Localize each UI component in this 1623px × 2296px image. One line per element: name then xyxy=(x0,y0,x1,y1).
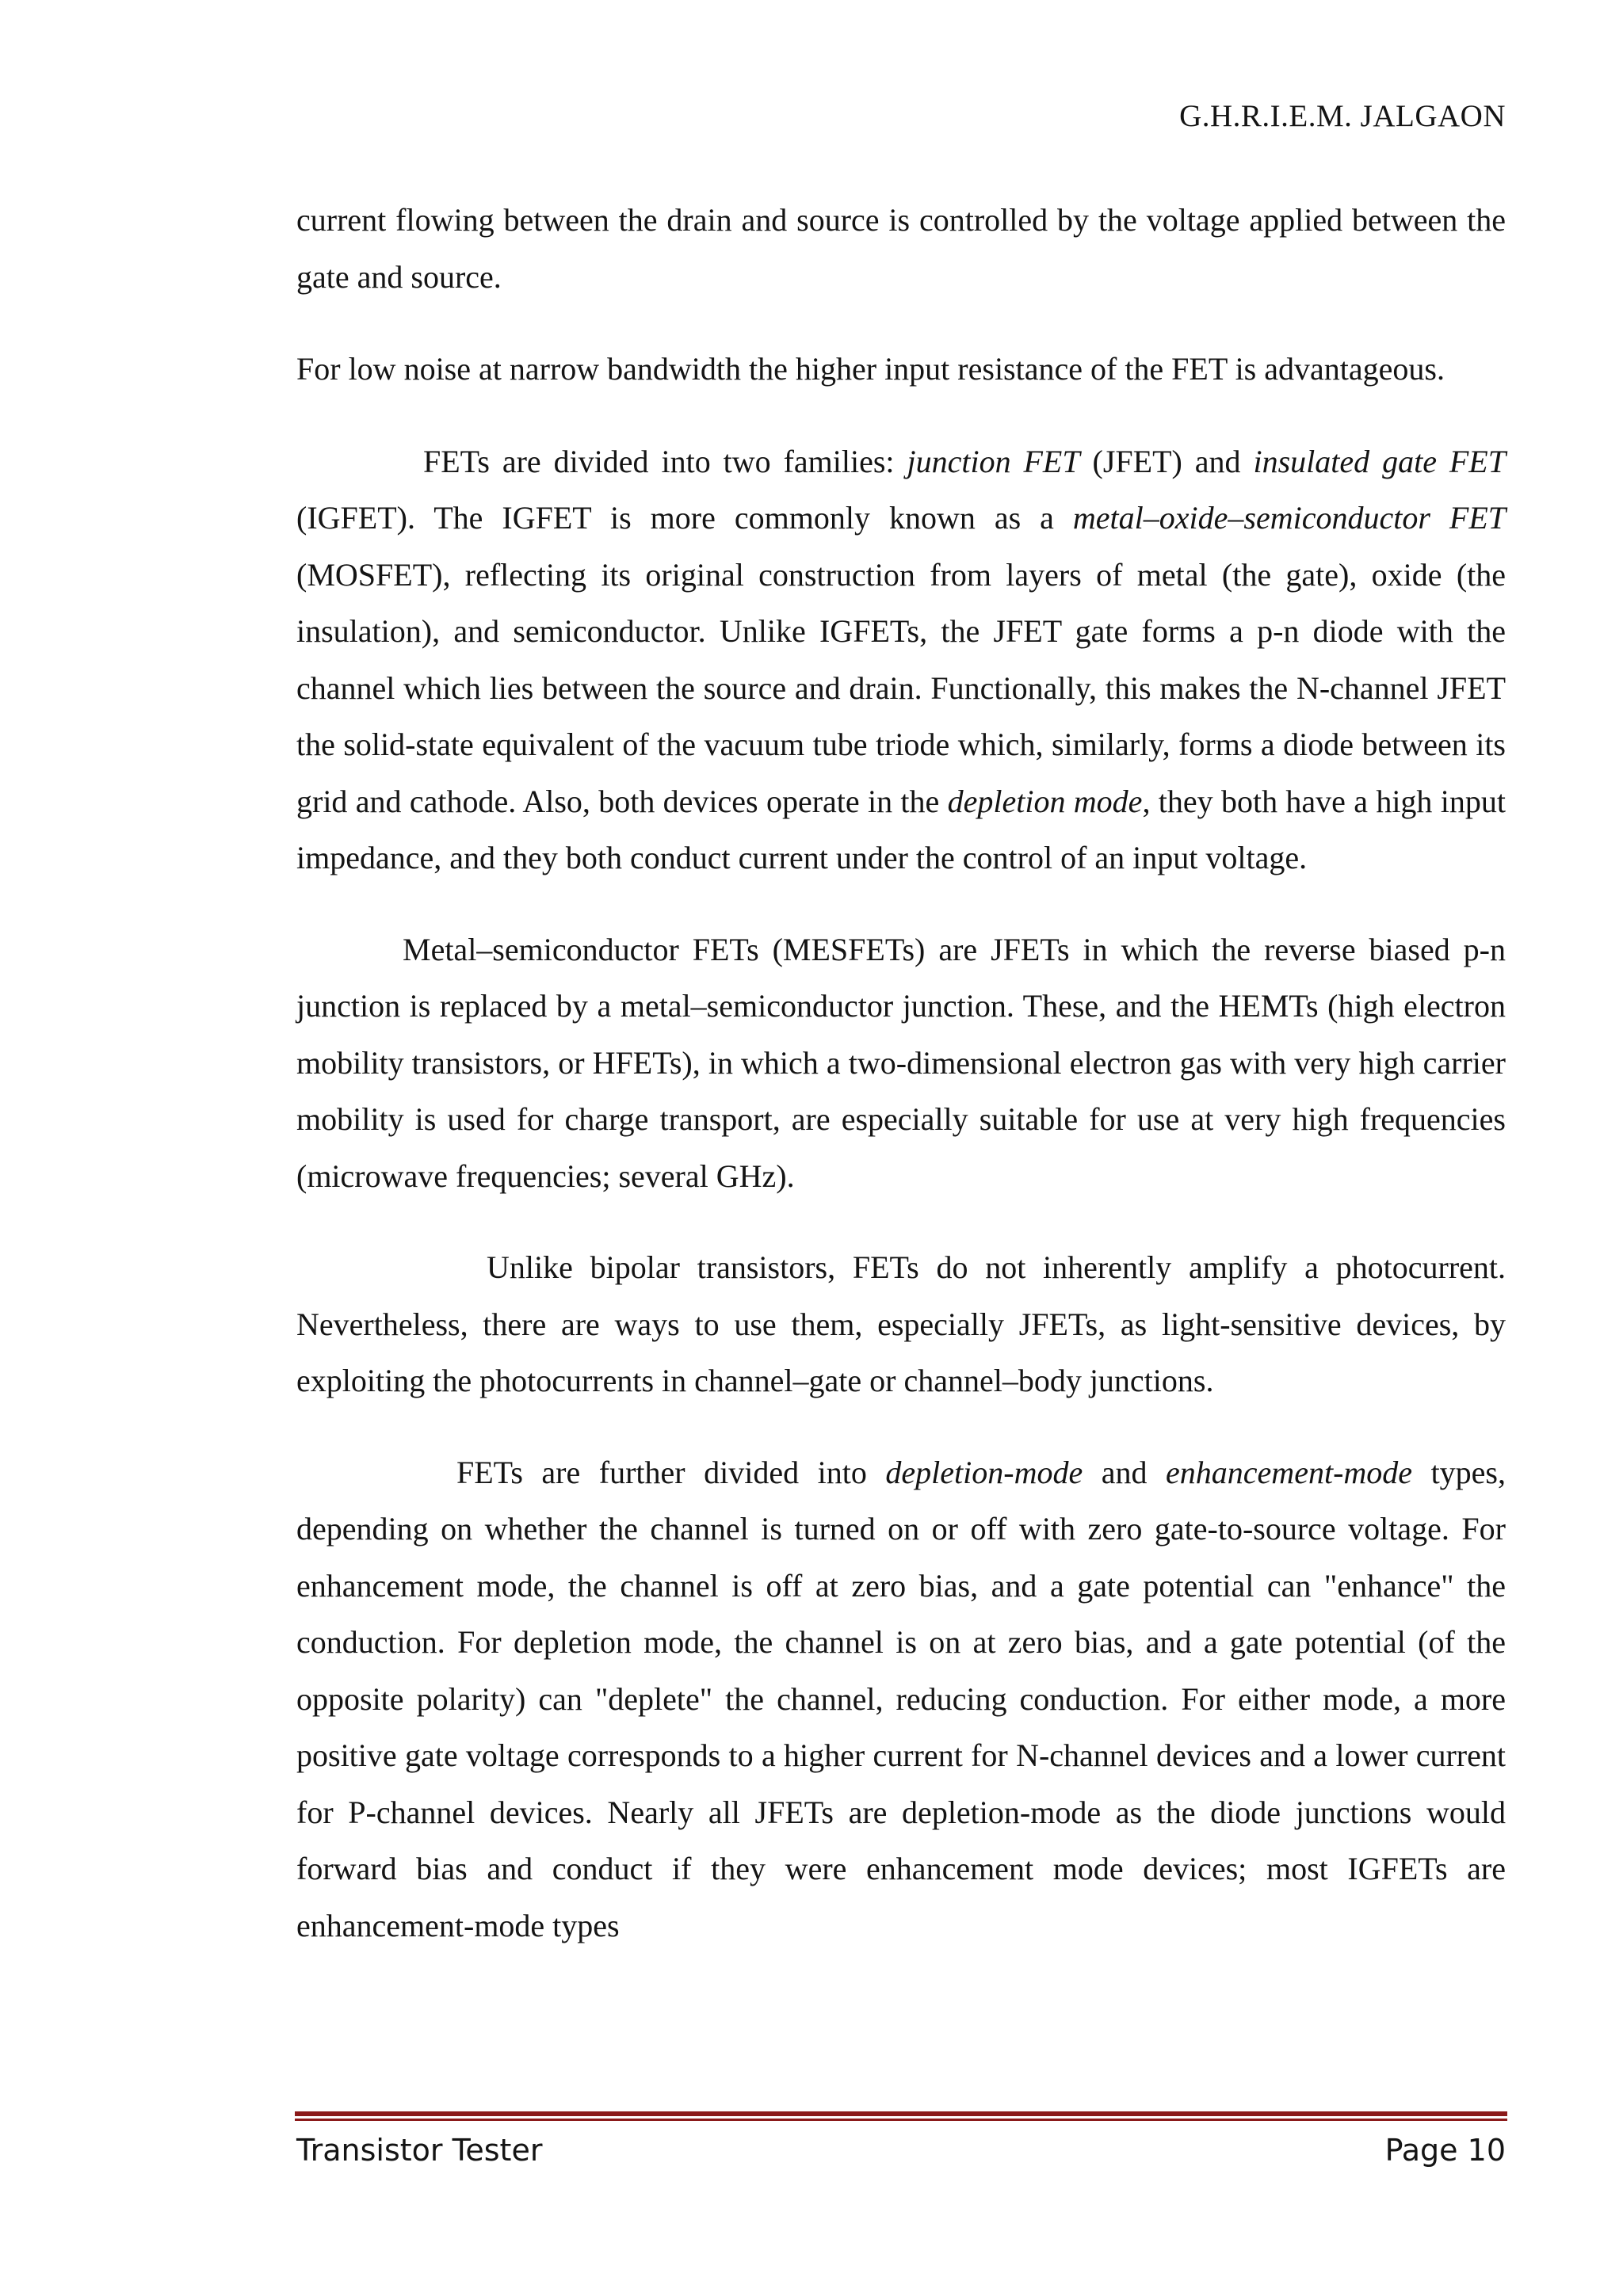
paragraph-modes xyxy=(296,1444,1506,1955)
text-run: FETs are divided into two families: xyxy=(423,443,907,479)
text-run: types, depending on whether the channel is turned on or off with zero gate-to-source voltage. For enhancement mode, the channel is off at zero bias, and a gate potential can "enhance" the conduction. For depletion mode, the channel is on at zero bias, and a gate potential (of the opposite polarity) can "deplete" the channel, reducing conduction. For either mode, a more positive gate voltage corresponds to a higher current for N-channel devices and a lower current for P-channel devices. Nearly all JFETs are depletion-mode as the diode junctions would forward bias and conduct if they were enhancement mode devices; most IGFETs are enhancement-mode types xyxy=(296,1454,1506,1943)
text-run: (MOSFET), reflecting its original construction from layers of metal (the gate), oxide (the insulation), and semiconductor. Unlike IGFETs, the JFET gate forms a p-n diode with the channel which lies between the source and drain. Functionally, this makes the N-channel JFET the solid-state equivalent of the vacuum tube triode which, similarly, forms a diode between its grid and cathode. Also, both devices operate in the xyxy=(296,556,1506,819)
text-run: (IGFET). The IGFET is more commonly known as a xyxy=(296,500,1073,536)
page-body xyxy=(296,192,1506,1954)
paragraph-photocurrent: Unlike bipolar transistors, FETs do not inherently amplify a photocurrent. Nevertheless, there are ways to use them, especially JFETs, as light-sensitive devices, by exploiting the photocurrents in channel–gate or channel–body junctions. xyxy=(296,1249,1506,1398)
footer-rule-thin xyxy=(295,2119,1507,2121)
footer-rule-thick xyxy=(295,2111,1507,2116)
paragraph-low-noise: For low noise at narrow bandwidth the higher input resistance of the FET is advantageous. xyxy=(296,351,1445,387)
italic-term: metal–oxide–semiconductor FET xyxy=(1072,500,1506,536)
italic-term: depletion mode xyxy=(947,783,1143,819)
page-header: G.H.R.I.E.M. JALGAON xyxy=(1179,99,1506,133)
paragraph-continuation: current flowing between the drain and source is controlled by the voltage applied between the gate and source. xyxy=(296,202,1506,295)
text-run: (JFET) and xyxy=(1079,443,1254,479)
paragraph-mesfet: Metal–semiconductor FETs (MESFETs) are JFETs in which the reverse biased p-n junction is replaced by a metal–semiconductor junction. These, and the HEMTs (high electron mobility transistors, or HFETs), in which a two-dimensional electron gas with very high carrier mobility is used for charge transport, are especially suitable for use at very high frequencies (microwave frequencies; several GHz). xyxy=(296,931,1506,1194)
italic-term: depletion-mode xyxy=(885,1454,1083,1490)
footer-rule xyxy=(295,2111,1507,2122)
footer-title: Transistor Tester xyxy=(296,2133,543,2168)
text-run: FETs are further divided into xyxy=(456,1454,886,1490)
italic-term: junction FET xyxy=(907,443,1080,479)
text-run: , they both have a high input impedance, and they both conduct current under the control of an input voltage. xyxy=(296,783,1506,875)
italic-term: enhancement-mode xyxy=(1166,1454,1413,1490)
page-number: Page 10 xyxy=(1384,2133,1506,2168)
italic-term: insulated gate FET xyxy=(1253,443,1506,479)
paragraph-fet-families xyxy=(296,433,1506,887)
text-run: and xyxy=(1083,1454,1167,1490)
